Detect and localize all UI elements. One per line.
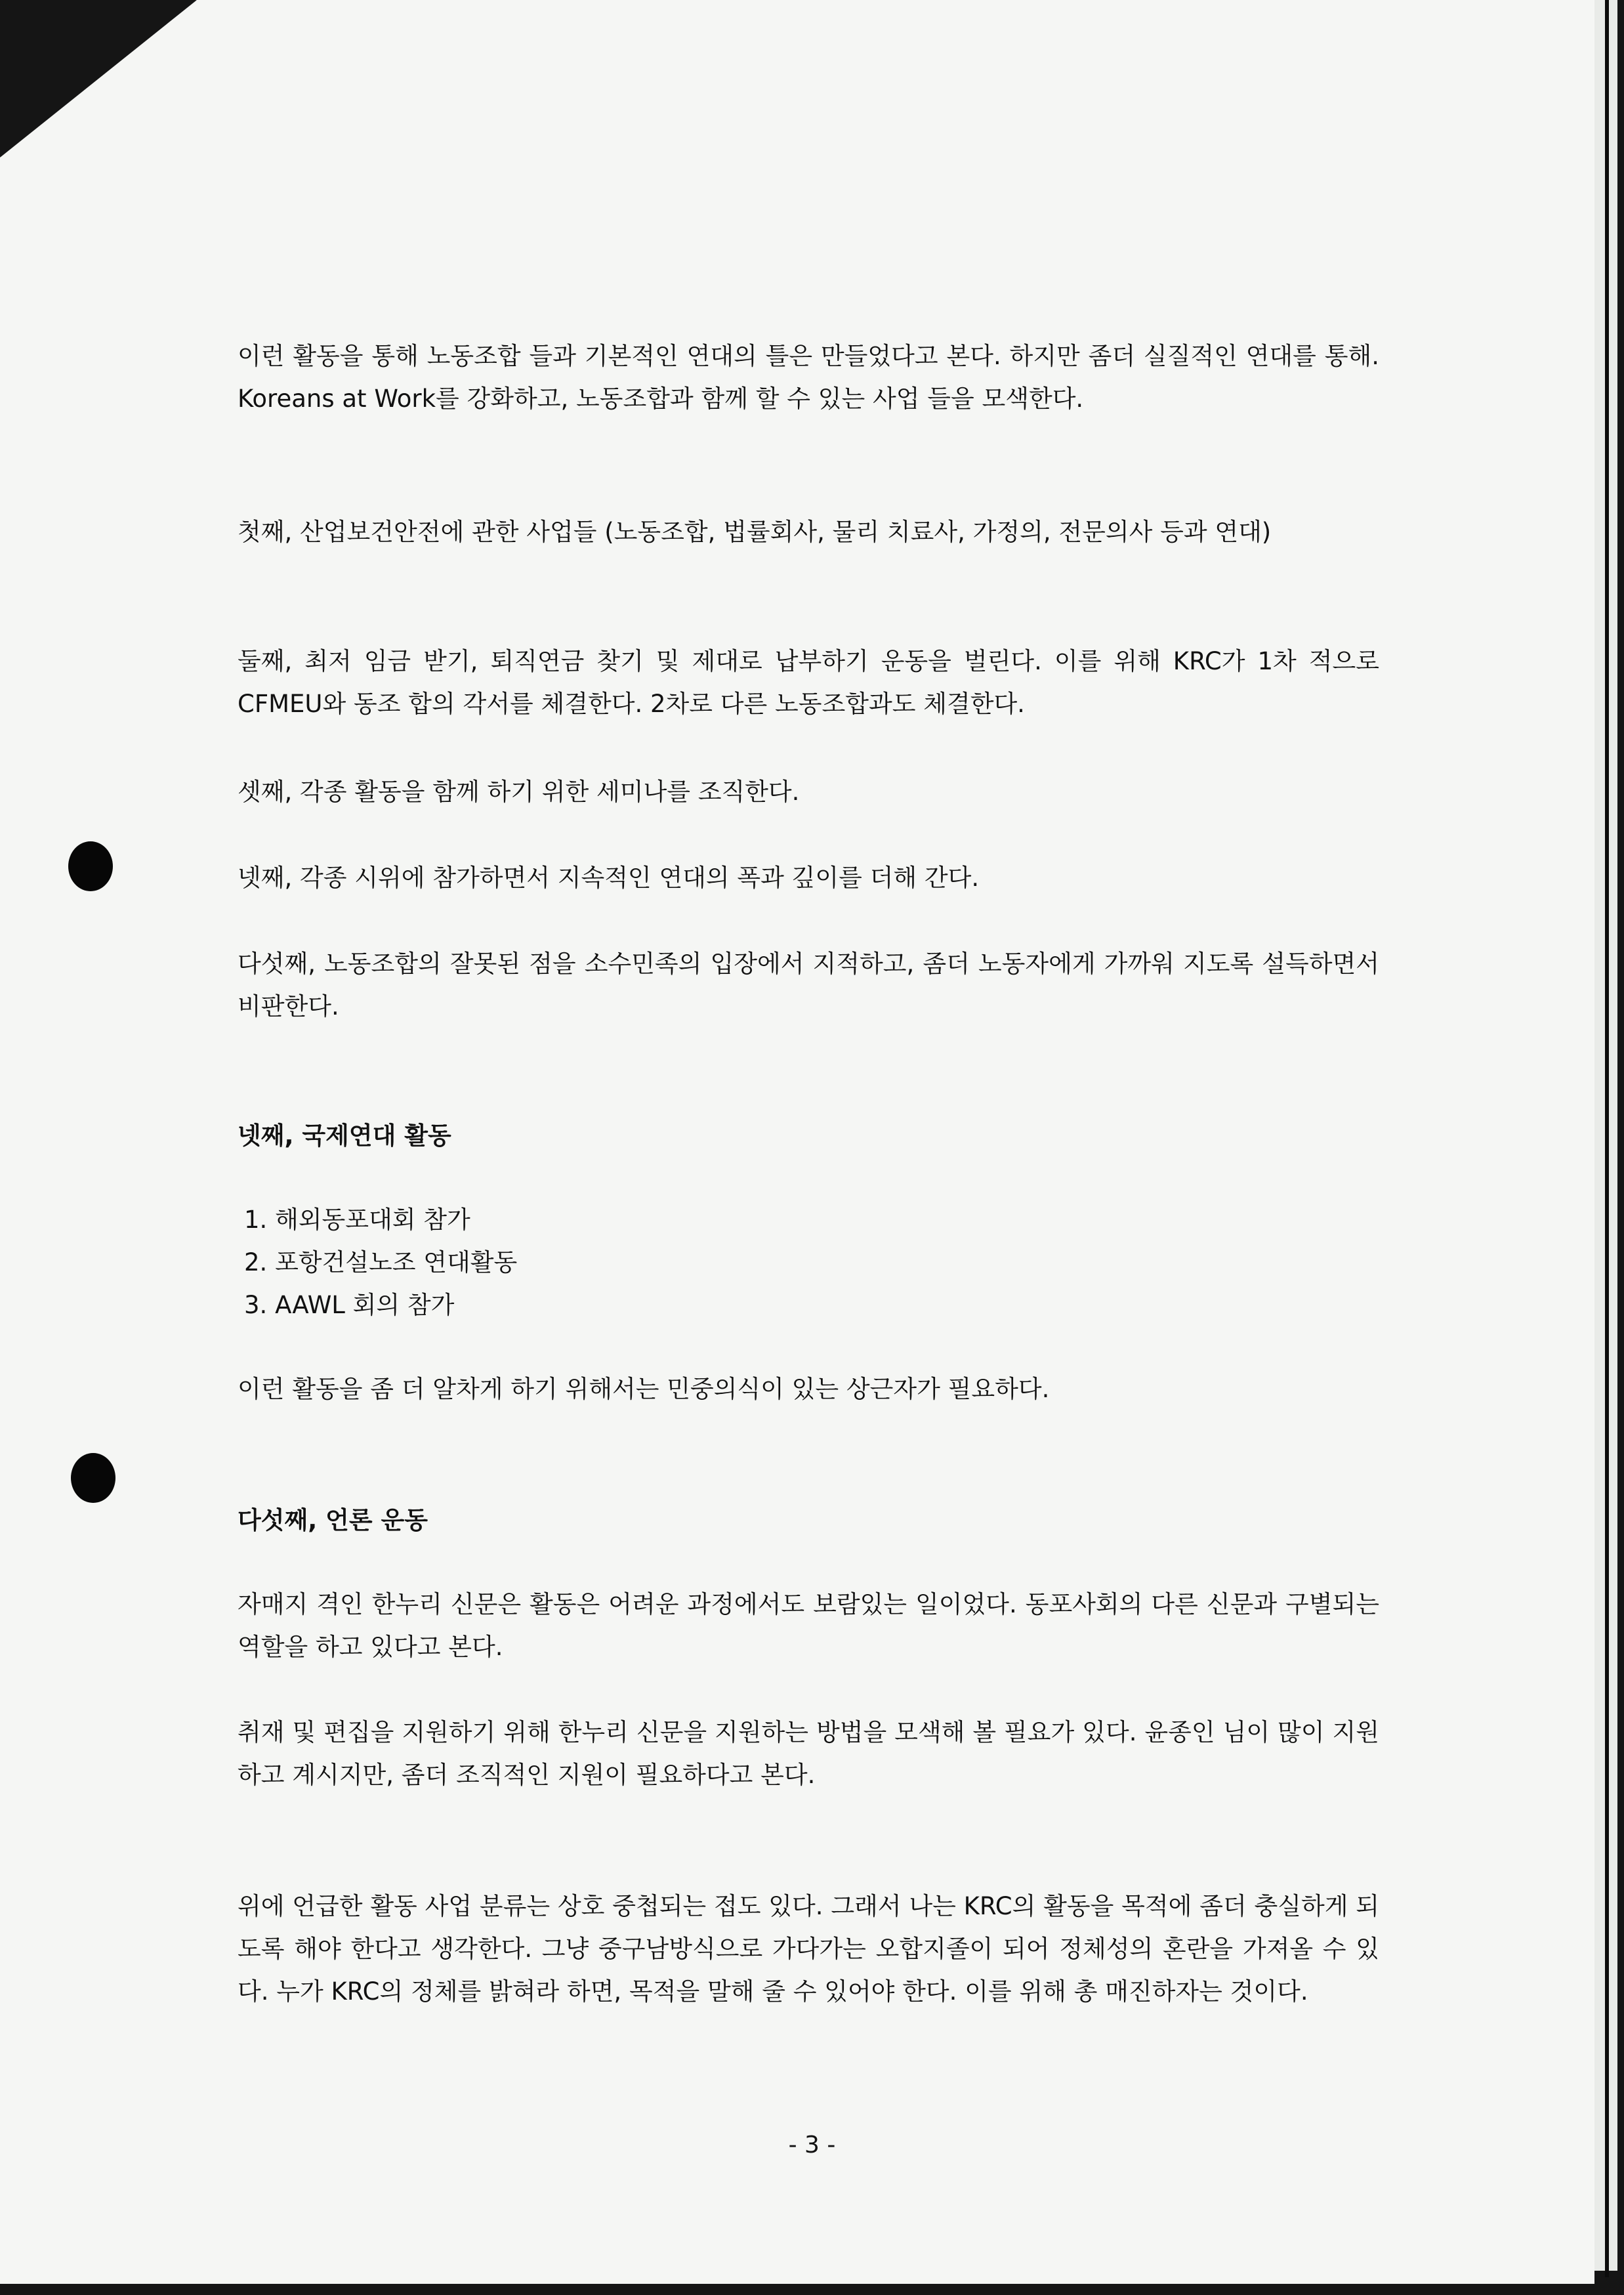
paragraph-editing-support: 취재 및 편집을 지원하기 위해 한누리 신문을 지원하는 방법을 모색해 볼 필요가 있다. 윤종인 님이 많이 지원하고 계시지만, 좀더 조직적인 지원이 필요하다고 본다. [238, 1718, 1379, 1789]
paragraph-third: 셋째, 각종 활동을 함께 하기 위한 세미나를 조직한다. [238, 778, 800, 806]
paragraph-first: 첫째, 산업보건안전에 관한 사업들 (노동조합, 법률회사, 물리 치료사, 가정의, 전문의사 등과 연대) [238, 518, 1272, 546]
paragraph-staff-need: 이런 활동을 좀 더 알차게 하기 위해서는 민중의식이 있는 상근자가 필요하다. [238, 1375, 1050, 1403]
list-item: 3. AAWL 회의 참가 [244, 1291, 455, 1319]
paragraph-fifth: 다섯째, 노동조합의 잘못된 점을 소수민족의 입장에서 지적하고, 좀더 노동자에게 가까워 지도록 설득하면서 비판한다. [238, 950, 1379, 1021]
punch-hole-lower [71, 1453, 115, 1503]
punch-hole-upper [68, 841, 113, 891]
paragraph-second: 둘째, 최저 임금 받기, 퇴직연금 찾기 및 제대로 납부하기 운동을 벌린다. 이를 위해 KRC가 1차 적으로 CFMEU와 동조 합의 각서를 체결한다. 2차로 다른 노동조합과도 체결한다. [238, 647, 1379, 718]
heading-international-solidarity: 넷째, 국제연대 활동 [238, 1122, 451, 1150]
page-number: - 3 - [788, 2132, 836, 2158]
paragraph-intro: 이런 활동을 통해 노동조합 들과 기본적인 연대의 틀은 만들었다고 본다. 하지만 좀더 실질적인 연대를 통해. Koreans at Work를 강화하고, 노동조합과 함께 할 수 있는 사업 들을 모색한다. [238, 342, 1379, 413]
paragraph-hannuri-newspaper: 자매지 격인 한누리 신문은 활동은 어려운 과정에서도 보람있는 일이었다. 동포사회의 다른 신문과 구별되는 역할을 하고 있다고 본다. [238, 1590, 1379, 1661]
sheet-edge [1605, 0, 1609, 2277]
list-item: 2. 포항건설노조 연대활동 [244, 1248, 518, 1276]
paragraph-conclusion: 위에 언급한 활동 사업 분류는 상호 중첩되는 접도 있다. 그래서 나는 KRC의 활동을 목적에 좀더 충실하게 되도록 해야 한다고 생각한다. 그냥 중구남방식으로 가다가는 오합지졸이 되어 정체성의 혼란을 가져올 수 있다. 누가 KRC의 정체를 밝혀라 하면, 목적을 말해 줄 수 있어야 한다. 이를 위해 총 매진하자는 것이다. [238, 1892, 1379, 2006]
paragraph-fourth: 넷째, 각종 시위에 참가하면서 지속적인 연대의 폭과 깊이를 더해 간다. [238, 864, 980, 892]
heading-press-movement: 다섯째, 언론 운동 [238, 1506, 428, 1534]
list-item: 1. 해외동포대회 참가 [244, 1206, 470, 1234]
